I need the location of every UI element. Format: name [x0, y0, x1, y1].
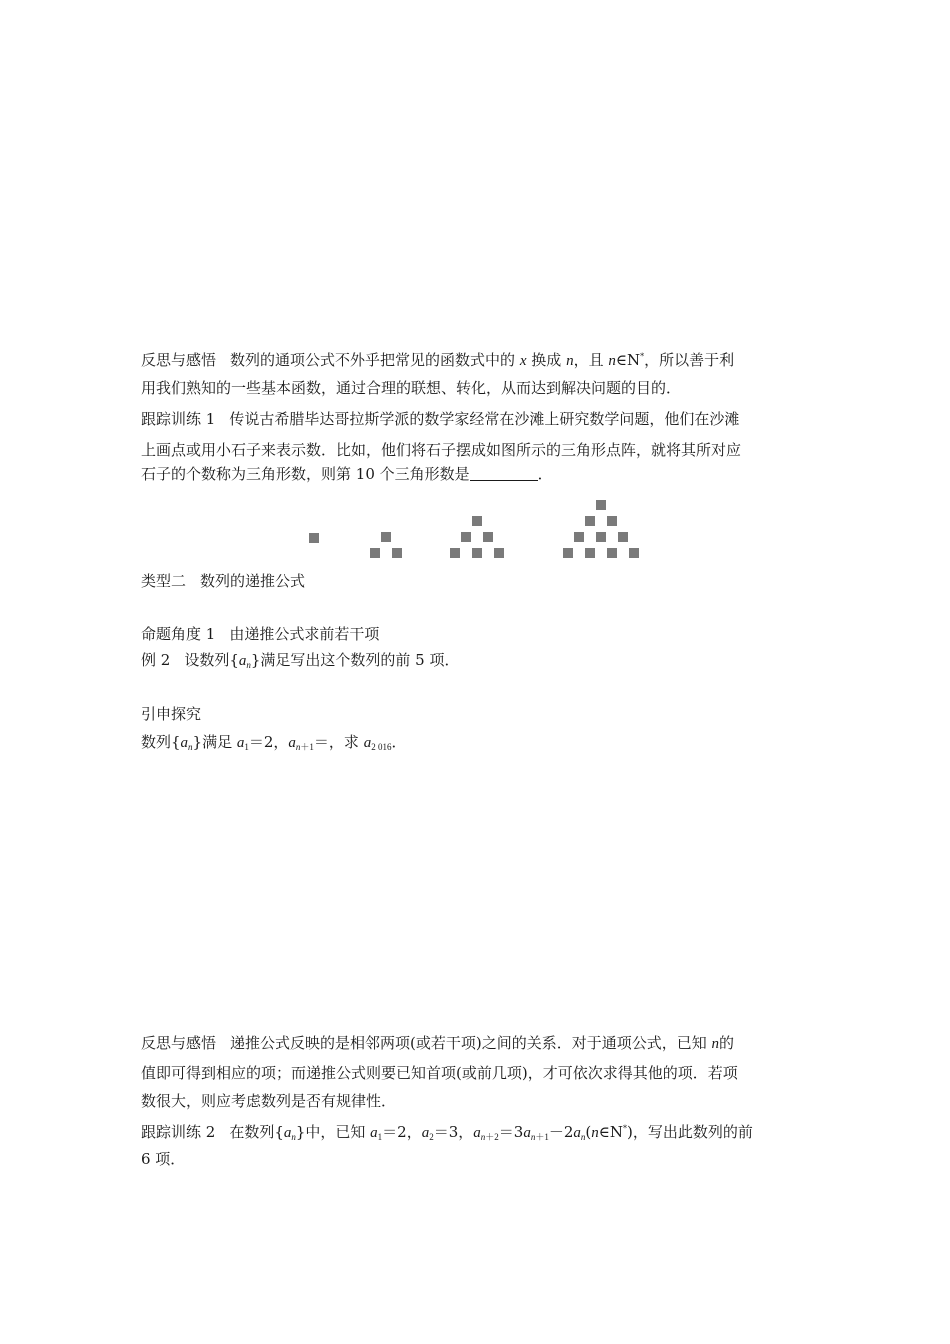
stone-dot	[607, 548, 617, 558]
var-a: a	[283, 1125, 292, 1141]
text: －2	[548, 1123, 574, 1141]
var-n: n	[711, 1036, 720, 1052]
reflection-1-label: 反思与感悟	[141, 351, 217, 369]
text: 上画点或用小石子来表示数．比如，他们将石子摆成如图所示的三角形点阵，就将其所对应	[141, 441, 742, 459]
stone-dot	[472, 548, 482, 558]
var-n: n	[591, 1125, 599, 1141]
subscript: n	[530, 1132, 536, 1142]
text: ，所以善于利	[644, 351, 735, 369]
subscript: n	[291, 1132, 296, 1142]
text: 值即可得到相应的项；而递推公式则要已知首项(或前几项)，才可依次求得其他的项．若项	[141, 1064, 738, 1082]
reflection-1-line-1	[141, 347, 734, 371]
subscript: n	[580, 1132, 586, 1142]
var-x: x	[519, 353, 527, 369]
practice-1-line-1	[141, 409, 739, 429]
angle-1-heading	[141, 624, 379, 644]
text: 用我们熟知的一些基本函数，通过合理的联想、转化，从而达到解决问题的目的．	[141, 379, 682, 397]
var-a: a	[573, 1125, 581, 1141]
text: 数列的通项公式不外乎把常见的函数式中的	[230, 351, 516, 369]
stone-dot	[309, 533, 319, 543]
stone-dot	[585, 516, 595, 526]
subscript: ＋1	[535, 1132, 549, 1142]
reflection-2-line-3	[141, 1091, 396, 1111]
text: 6 项．	[141, 1150, 186, 1168]
text: ＝2，	[382, 1123, 422, 1141]
subscript: 2 016	[371, 742, 392, 752]
subscript: n	[246, 660, 251, 670]
practice-1-line-2	[141, 440, 741, 460]
stone-dot	[494, 548, 504, 558]
text: 设数列{	[184, 651, 239, 669]
var-a: a	[238, 653, 247, 669]
stone-dot	[596, 532, 606, 542]
var-a: a	[421, 1125, 430, 1141]
text: 石子的个数称为三角形数，则第 10 个三角形数是	[141, 465, 470, 483]
stone-dot	[629, 548, 639, 558]
answer-blank	[470, 468, 538, 481]
text: 的	[719, 1034, 735, 1052]
stone-dot	[585, 548, 595, 558]
extend-heading	[141, 704, 201, 724]
text: ，且	[573, 351, 604, 369]
reflection-1-line-2	[141, 378, 681, 398]
reflection-2-line-1	[141, 1033, 734, 1054]
subscript: ＋1	[300, 742, 314, 752]
angle-title: 由递推公式求前若干项	[229, 625, 380, 643]
practice-1-label: 跟踪训练 1	[141, 410, 216, 428]
text: 递推公式反映的是相邻两项(或若干项)之间的关系．对于通项公式，已知	[230, 1034, 707, 1052]
text: ∈N	[615, 351, 641, 369]
example-label: 例 2	[141, 651, 171, 669]
text: ＝，求	[313, 733, 364, 751]
var-a: a	[473, 1125, 481, 1141]
text: 数列{	[141, 733, 181, 751]
stone-dot	[392, 548, 402, 558]
subscript: n	[295, 742, 301, 752]
practice-2-line-2	[141, 1149, 185, 1169]
subscript: 1	[377, 1132, 383, 1142]
stone-dot	[450, 548, 460, 558]
extend-problem	[141, 732, 406, 757]
var-a: a	[363, 735, 372, 751]
var-a: a	[288, 735, 296, 751]
text: ＝2，	[248, 733, 289, 751]
practice-2-label: 跟踪训练 2	[141, 1123, 216, 1141]
var-n: n	[566, 353, 574, 369]
angle-label: 命题角度 1	[141, 625, 216, 643]
reflection-2-line-2	[141, 1063, 738, 1083]
var-a: a	[236, 735, 245, 751]
extend-label: 引申探究	[141, 705, 202, 723]
subscript: 1	[244, 742, 249, 752]
text: ∈N	[598, 1123, 623, 1141]
var-a: a	[370, 1125, 378, 1141]
subscript: n	[188, 742, 193, 752]
type-label: 类型二	[141, 572, 187, 590]
text: ＝3	[498, 1123, 524, 1141]
var-n: n	[608, 353, 616, 369]
stone-dot	[607, 516, 617, 526]
stone-dot	[596, 500, 606, 510]
subscript: 2	[429, 1132, 434, 1142]
text: 数很大，则应考虑数列是否有规律性．	[141, 1092, 397, 1110]
reflection-2-label: 反思与感悟	[141, 1034, 217, 1052]
text: ．	[391, 733, 407, 751]
stone-dot	[461, 532, 471, 542]
var-a: a	[180, 735, 189, 751]
text: 在数列{	[229, 1123, 284, 1141]
example-2	[141, 650, 459, 675]
text: 换成	[531, 351, 562, 369]
star: *	[640, 352, 645, 361]
subscript: n	[480, 1132, 486, 1142]
text: (	[585, 1123, 592, 1141]
stone-dot	[483, 532, 493, 542]
stone-dot	[563, 548, 573, 558]
practice-2-line-1	[141, 1119, 753, 1147]
text: )，写出此数列的前	[626, 1123, 753, 1141]
stone-dot	[381, 532, 391, 542]
text: 传说古希腊毕达哥拉斯学派的数学家经常在沙滩上研究数学问题，他们在沙滩	[229, 410, 740, 428]
type-title: 数列的递推公式	[200, 572, 306, 590]
subscript: ＋2	[485, 1132, 499, 1142]
stone-dot	[472, 516, 482, 526]
text: }满足	[192, 733, 237, 751]
stone-dot	[574, 532, 584, 542]
text: ．	[537, 465, 553, 483]
text: }满足写出这个数列的前 5 项．	[250, 651, 460, 669]
star: *	[622, 1124, 627, 1133]
stone-dot	[618, 532, 628, 542]
text: }中，已知	[295, 1123, 371, 1141]
practice-1-line-3	[141, 464, 553, 484]
type-2-heading	[141, 571, 305, 591]
text: ＝3，	[433, 1123, 474, 1141]
stone-dot	[370, 548, 380, 558]
var-a: a	[523, 1125, 531, 1141]
